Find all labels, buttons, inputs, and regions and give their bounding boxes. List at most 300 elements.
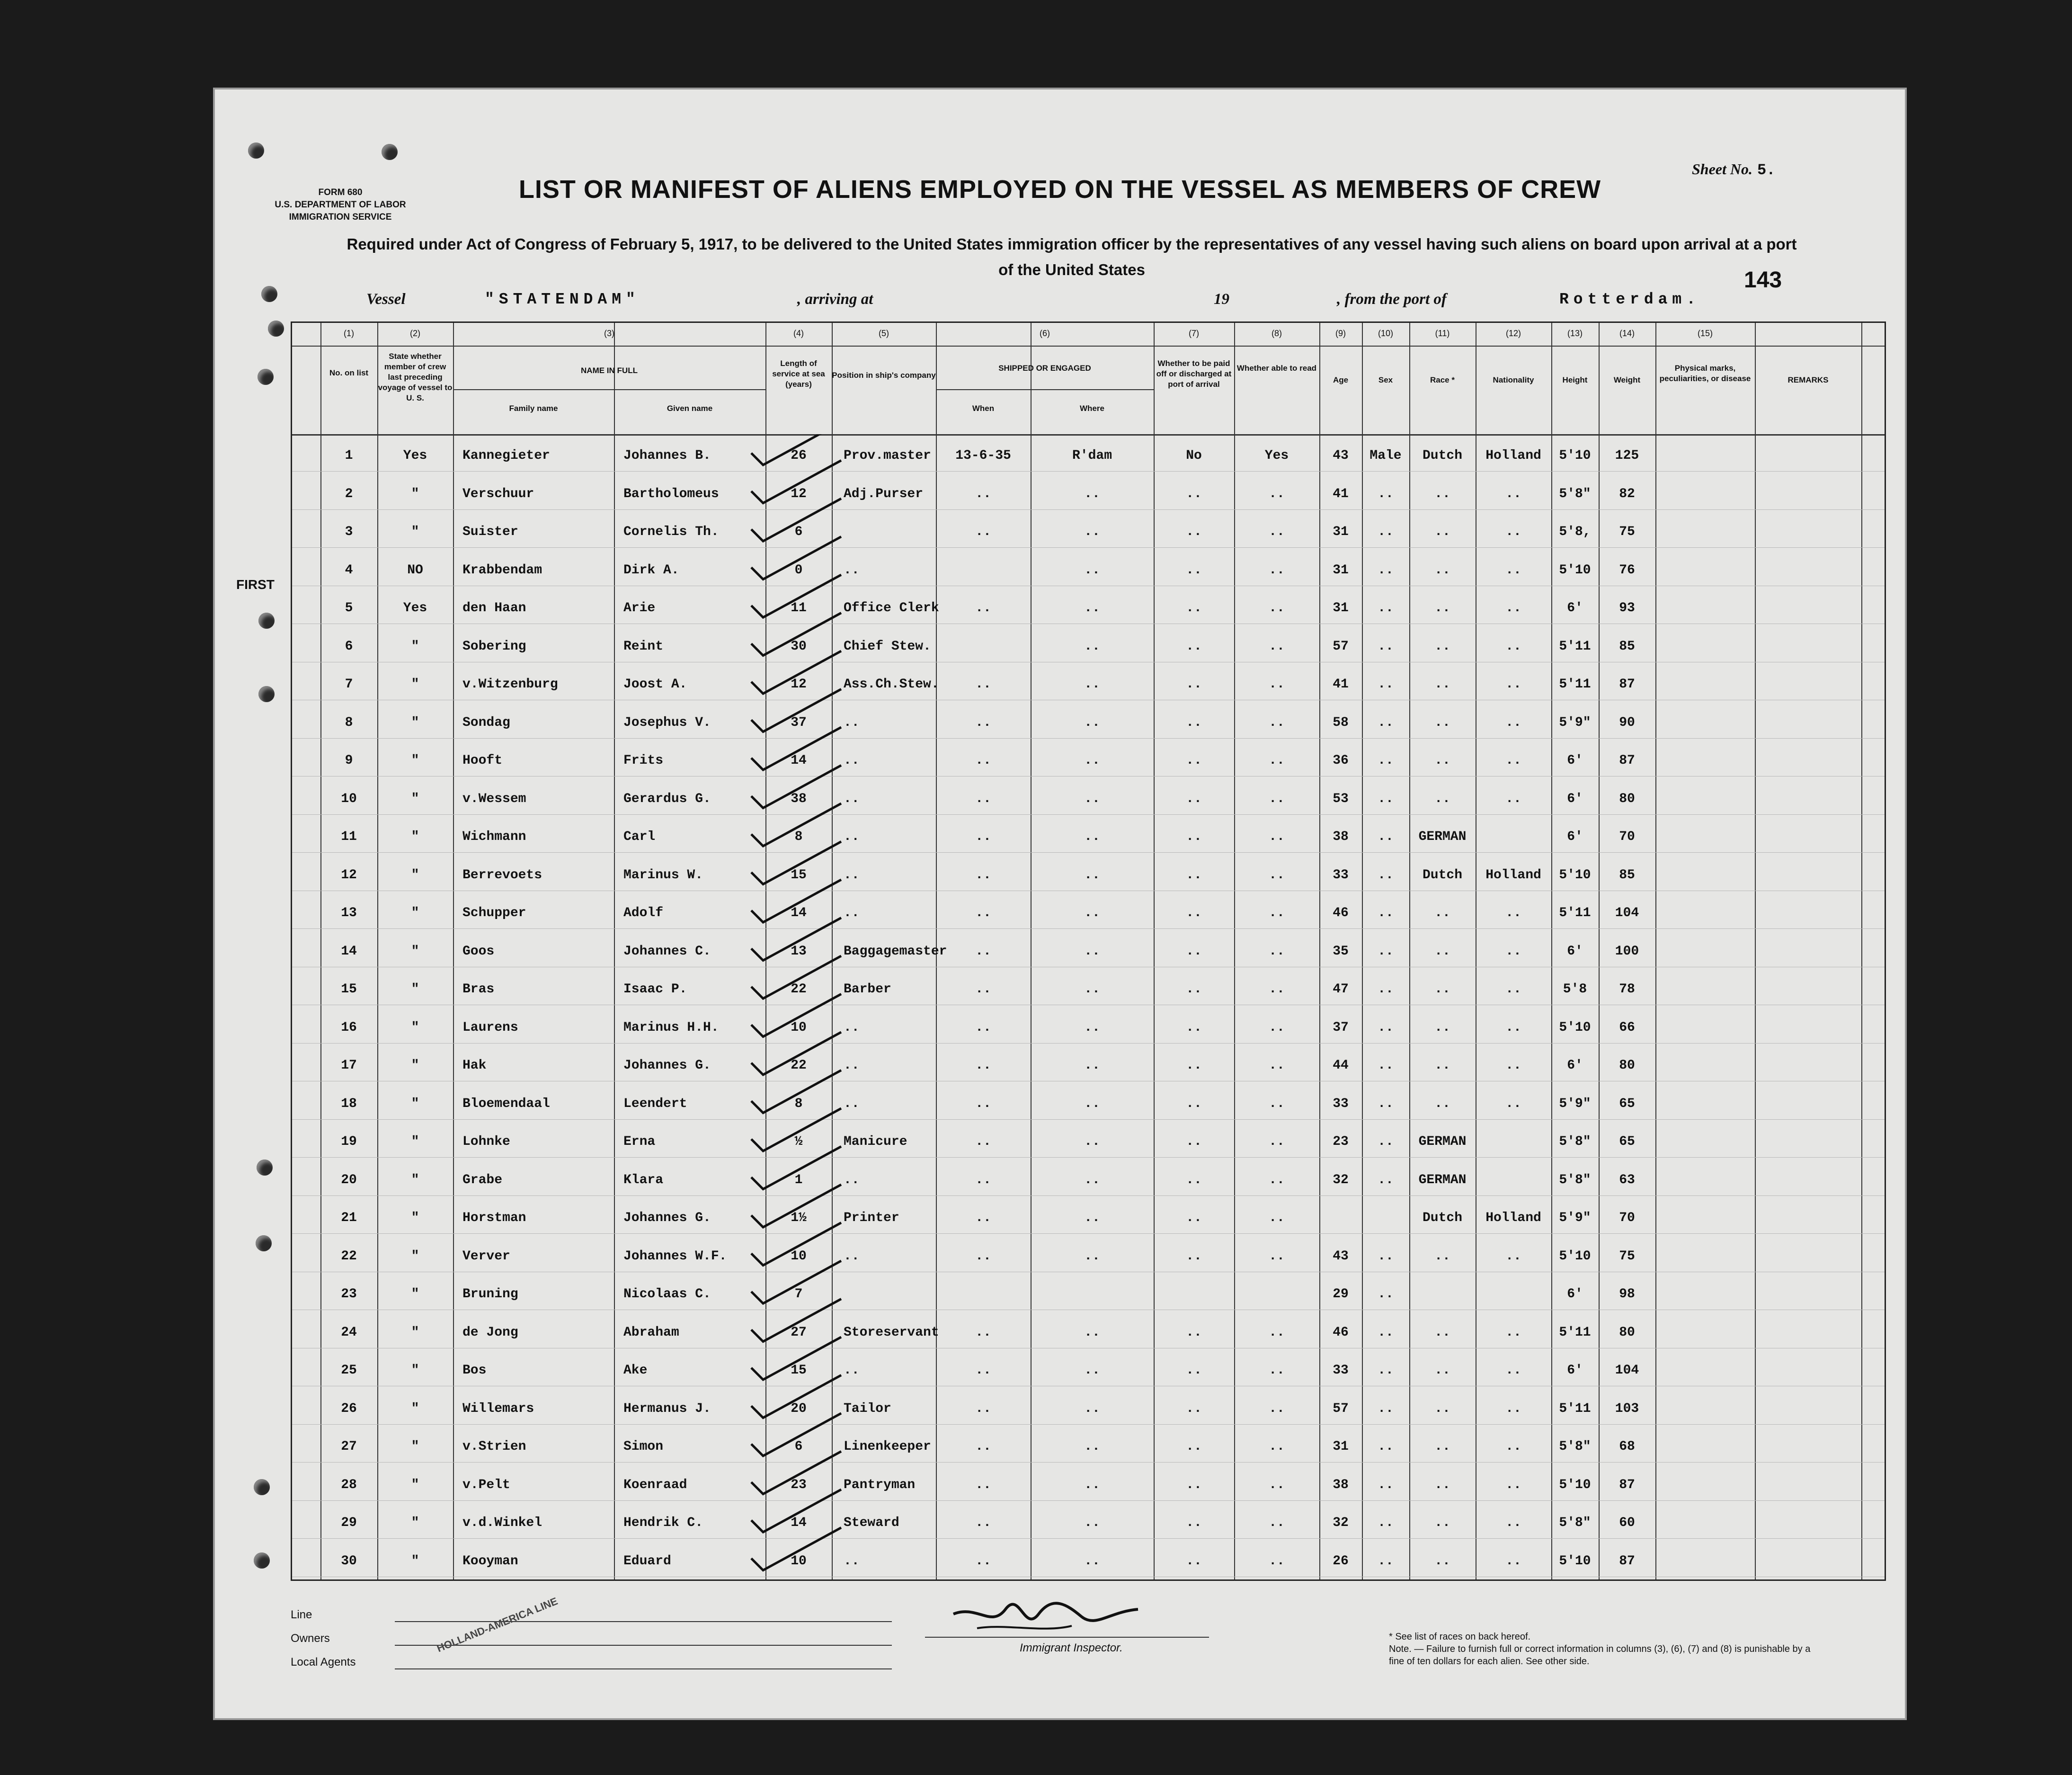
cell-when: ..: [975, 944, 991, 959]
cell-position: Barber: [844, 982, 891, 997]
cell-given: Nicolaas C.: [623, 1287, 711, 1302]
cell-race: ..: [1434, 1058, 1450, 1073]
cell-read: ..: [1269, 1516, 1285, 1530]
cell-no: 25: [341, 1363, 357, 1378]
cell-read: ..: [1269, 715, 1285, 730]
cell-no: 11: [341, 830, 357, 844]
cell-read: ..: [1269, 525, 1285, 539]
cell-race: ..: [1434, 1477, 1450, 1492]
cell-given: Johannes G.: [623, 1211, 711, 1225]
punch-hole: [248, 143, 264, 159]
cell-given: Erna: [623, 1134, 656, 1149]
cell-service: 38: [791, 791, 807, 806]
cell-given: Johannes G.: [623, 1058, 711, 1073]
cell-race: ..: [1434, 601, 1450, 615]
cell-family: Laurens: [462, 1020, 518, 1035]
cell-position: ..: [844, 830, 860, 844]
cell-paid: ..: [1186, 601, 1202, 615]
cell-where: ..: [1084, 677, 1100, 692]
cell-given: Ake: [623, 1363, 648, 1378]
column-number: (14): [1619, 329, 1635, 338]
column-number: (10): [1378, 329, 1393, 338]
cell-sex: ..: [1378, 525, 1394, 539]
cell-family: Krabbendam: [462, 562, 542, 578]
punch-hole: [257, 1160, 273, 1176]
check-mark: [751, 1452, 841, 1494]
cell-position: ..: [844, 715, 860, 730]
cell-no: 20: [341, 1172, 357, 1187]
cell-service: 14: [791, 753, 807, 768]
check-mark: [751, 1261, 841, 1303]
cell-family: de Jong: [462, 1325, 518, 1340]
header-sex: Sex: [1378, 375, 1393, 384]
column-number: (11): [1435, 329, 1450, 338]
header-height: Height: [1562, 375, 1588, 384]
check-mark: [751, 1528, 841, 1570]
cell-paid: ..: [1186, 1401, 1202, 1416]
cell-no: 27: [341, 1439, 357, 1454]
cell-age: 33: [1333, 1096, 1349, 1111]
cell-no: 22: [341, 1249, 357, 1264]
manifest-sheet: [213, 88, 1907, 1720]
cell-family: Suister: [462, 525, 518, 539]
check-mark: [751, 1147, 841, 1189]
cell-prev: ": [411, 1096, 419, 1111]
check-mark: [751, 651, 841, 694]
check-mark: [751, 956, 841, 999]
cell-sex: ..: [1378, 1439, 1394, 1454]
cell-race: GERMAN: [1418, 1134, 1467, 1149]
cell-given: Abraham: [623, 1325, 679, 1340]
cell-age: 53: [1333, 791, 1349, 806]
cell-no: 3: [345, 525, 353, 539]
cell-read: ..: [1269, 601, 1285, 615]
cell-where: ..: [1084, 944, 1100, 959]
cell-given: Dirk A.: [623, 562, 679, 578]
cell-weight: 90: [1619, 715, 1635, 730]
cell-read: ..: [1269, 1249, 1285, 1264]
cell-read: ..: [1269, 562, 1285, 578]
cell-race: GERMAN: [1418, 1172, 1467, 1187]
cell-nat: Holland: [1485, 1211, 1541, 1225]
cell-weight: 93: [1619, 601, 1635, 615]
cell-paid: ..: [1186, 1325, 1202, 1340]
cell-given: Simon: [623, 1439, 664, 1454]
cell-no: 28: [341, 1477, 357, 1492]
header-given-name: Given name: [667, 404, 713, 413]
cell-nat: ..: [1505, 715, 1521, 730]
cell-when: ..: [975, 1553, 991, 1569]
cell-given: Adolf: [623, 906, 664, 920]
cell-when: ..: [975, 1401, 991, 1416]
cell-age: 43: [1333, 448, 1349, 463]
cell-age: 38: [1333, 830, 1349, 844]
cell-nat: ..: [1505, 486, 1521, 501]
check-mark: [751, 1108, 841, 1151]
cell-age: 44: [1333, 1058, 1349, 1073]
cell-read: ..: [1269, 1439, 1285, 1454]
cell-age: 32: [1333, 1516, 1349, 1530]
cell-height: 5'9": [1559, 1096, 1591, 1111]
cell-height: 6': [1567, 1058, 1583, 1073]
cell-service: 8: [794, 830, 803, 844]
cell-nat: ..: [1505, 791, 1521, 806]
cell-when: ..: [975, 1172, 991, 1187]
cell-when: ..: [975, 1325, 991, 1340]
cell-no: 8: [345, 715, 353, 730]
cell-service: 10: [791, 1020, 807, 1035]
cell-sex: ..: [1378, 1516, 1394, 1530]
cell-service: 15: [791, 1363, 807, 1378]
cell-where: ..: [1084, 1439, 1100, 1454]
cell-service: 14: [791, 906, 807, 920]
cell-given: Marinus H.H.: [623, 1020, 719, 1035]
cell-sex: ..: [1378, 715, 1394, 730]
cell-age: 26: [1333, 1553, 1349, 1569]
cell-position: Storeservant: [844, 1325, 939, 1340]
cell-weight: 65: [1619, 1096, 1635, 1111]
cell-given: Johannes W.F.: [623, 1249, 727, 1264]
cell-given: Reint: [623, 639, 664, 654]
cell-no: 14: [341, 944, 357, 959]
cell-age: 33: [1333, 1363, 1349, 1378]
check-mark: [751, 1413, 841, 1456]
cell-weight: 78: [1619, 982, 1635, 997]
cell-read: ..: [1269, 982, 1285, 997]
cell-read: ..: [1269, 1096, 1285, 1111]
cell-no: 17: [341, 1058, 357, 1073]
cell-age: 31: [1333, 601, 1349, 615]
cell-service: 22: [791, 982, 807, 997]
cell-paid: ..: [1186, 639, 1202, 654]
cell-read: Yes: [1264, 448, 1289, 463]
cell-family: Grabe: [462, 1172, 503, 1187]
cell-paid: ..: [1186, 1020, 1202, 1035]
cell-race: ..: [1434, 753, 1450, 768]
cell-race: ..: [1434, 715, 1450, 730]
cell-where: ..: [1084, 1096, 1100, 1111]
cell-paid: ..: [1186, 562, 1202, 578]
subtitle-line-2: of the United States: [998, 261, 1145, 278]
cell-where: ..: [1084, 1134, 1100, 1149]
column-number: (3): [604, 329, 614, 338]
cell-read: ..: [1269, 1172, 1285, 1187]
cell-height: 5'10: [1559, 1553, 1591, 1569]
cell-weight: 104: [1615, 1363, 1639, 1378]
form-number: FORM 680: [318, 187, 363, 197]
cell-where: ..: [1084, 1363, 1100, 1378]
header-position: Position in ship's company: [832, 371, 936, 380]
cell-weight: 104: [1615, 906, 1639, 920]
cell-prev: ": [411, 1477, 419, 1492]
column-number: (5): [879, 329, 889, 338]
check-mark: [751, 1375, 841, 1418]
cell-service: 6: [794, 525, 803, 539]
cell-where: ..: [1084, 562, 1100, 578]
cell-weight: 63: [1619, 1172, 1635, 1187]
cell-sex: Male: [1369, 448, 1402, 463]
cell-where: ..: [1084, 639, 1100, 654]
check-mark: [751, 842, 841, 884]
header-paid-off: Whether to be paid off or discharged at port of arrival: [1156, 359, 1232, 389]
subtitle-line-1: Required under Act of Congress of February 5, 1917, to be delivered to the United States immigration officer by the representatives of any vessel having such aliens on board upon arrival at a port: [347, 235, 1797, 253]
cell-paid: ..: [1186, 1477, 1202, 1492]
cell-height: 5'9": [1559, 715, 1591, 730]
cell-nat: ..: [1505, 1249, 1521, 1264]
cell-service: 15: [791, 867, 807, 883]
cell-position: Linenkeeper: [844, 1439, 931, 1454]
cell-nat: ..: [1505, 1553, 1521, 1569]
check-mark: [751, 1299, 841, 1342]
cell-prev: ": [411, 1211, 419, 1225]
cell-race: ..: [1434, 1516, 1450, 1530]
check-mark: [751, 727, 841, 770]
cell-given: Johannes B.: [623, 448, 711, 463]
cell-family: Verschuur: [462, 486, 534, 501]
cell-family: Hooft: [462, 753, 503, 768]
header-able-to-read: Whether able to read: [1236, 364, 1317, 373]
cell-where: ..: [1084, 715, 1100, 730]
cell-prev: ": [411, 1287, 419, 1302]
punch-hole: [261, 286, 277, 302]
cell-given: Eduard: [623, 1553, 671, 1569]
check-mark: [751, 689, 841, 732]
punch-hole: [254, 1479, 270, 1495]
cell-position: ..: [844, 562, 860, 578]
cell-weight: 85: [1619, 639, 1635, 654]
cell-sex: ..: [1378, 1134, 1394, 1149]
cell-nat: ..: [1505, 753, 1521, 768]
cell-family: Bras: [462, 982, 495, 997]
cell-sex: ..: [1378, 1401, 1394, 1416]
cell-no: 10: [341, 791, 357, 806]
cell-sex: ..: [1378, 601, 1394, 615]
cell-family: Berrevoets: [462, 867, 542, 883]
cell-where: ..: [1084, 753, 1100, 768]
cell-height: 6': [1567, 601, 1583, 615]
cell-paid: ..: [1186, 867, 1202, 883]
cell-age: 41: [1333, 486, 1349, 501]
header-nationality: Nationality: [1493, 375, 1534, 384]
cell-position: ..: [844, 1096, 860, 1111]
cell-prev: ": [411, 791, 419, 806]
cell-age: 46: [1333, 1325, 1349, 1340]
cell-no: 21: [341, 1211, 357, 1225]
cell-position: ..: [844, 1172, 860, 1187]
cell-nat: ..: [1505, 677, 1521, 692]
cell-service: 13: [791, 944, 807, 959]
cell-age: 33: [1333, 867, 1349, 883]
crew-table: [291, 321, 1886, 1581]
cell-where: ..: [1084, 1325, 1100, 1340]
cell-nat: ..: [1505, 1363, 1521, 1378]
cell-service: ½: [794, 1134, 803, 1149]
cell-prev: ": [411, 1058, 419, 1073]
cell-position: Chief Stew.: [844, 639, 931, 654]
cell-family: v.Pelt: [462, 1477, 510, 1492]
cell-where: ..: [1084, 1172, 1100, 1187]
cell-age: 29: [1333, 1287, 1349, 1302]
punch-hole: [268, 321, 284, 337]
cell-nat: Holland: [1485, 867, 1541, 883]
cell-service: 14: [791, 1516, 807, 1530]
cell-sex: ..: [1378, 1096, 1394, 1111]
cell-height: 5'9": [1559, 1211, 1591, 1225]
cell-when: ..: [975, 830, 991, 844]
check-mark: [751, 918, 841, 961]
cell-paid: ..: [1186, 791, 1202, 806]
cell-when: ..: [975, 791, 991, 806]
cell-height: 5'10: [1559, 1249, 1591, 1264]
cell-height: 5'8": [1559, 1134, 1591, 1149]
cell-when: ..: [975, 1363, 991, 1378]
cell-weight: 87: [1619, 1477, 1635, 1492]
cell-weight: 75: [1619, 1249, 1635, 1264]
cell-no: 6: [345, 639, 353, 654]
cell-race: ..: [1434, 1096, 1450, 1111]
cell-service: 22: [791, 1058, 807, 1073]
cell-read: ..: [1269, 1134, 1285, 1149]
footnote-failure: Note. — Failure to furnish full or correct information in columns (3), (6), (7) and (8) is punishable by a fine of ten dollars for each alien. See other side.: [1389, 1644, 1811, 1667]
cell-paid: ..: [1186, 715, 1202, 730]
cell-prev: ": [411, 1363, 419, 1378]
cell-where: ..: [1084, 1211, 1100, 1225]
cell-weight: 80: [1619, 1058, 1635, 1073]
cell-race: ..: [1434, 1249, 1450, 1264]
cell-given: Johannes C.: [623, 944, 711, 959]
cell-age: 41: [1333, 677, 1349, 692]
cell-age: 36: [1333, 753, 1349, 768]
cell-position: Printer: [844, 1211, 899, 1225]
cell-paid: ..: [1186, 1516, 1202, 1530]
column-number: (12): [1505, 329, 1521, 338]
cell-sex: ..: [1378, 1553, 1394, 1569]
cell-when: ..: [975, 1134, 991, 1149]
cell-family: Wichmann: [462, 830, 526, 844]
check-mark: [751, 1032, 841, 1075]
cell-height: 5'11: [1559, 1401, 1591, 1416]
header-weight: Weight: [1613, 375, 1641, 384]
punch-hole: [258, 613, 275, 629]
cell-race: ..: [1434, 1553, 1450, 1569]
cell-race: ..: [1434, 906, 1450, 920]
cell-age: 32: [1333, 1172, 1349, 1187]
header-family-name: Family name: [509, 404, 558, 413]
cell-service: 27: [791, 1325, 807, 1340]
cell-where: ..: [1084, 982, 1100, 997]
header-length-of-service: Length of service at sea (years): [772, 359, 825, 389]
cell-paid: No: [1186, 448, 1202, 463]
cell-sex: ..: [1378, 1287, 1394, 1302]
cell-nat: Holland: [1485, 448, 1541, 463]
cell-where: ..: [1084, 906, 1100, 920]
check-mark: [751, 803, 841, 846]
cell-service: 6: [794, 1439, 803, 1454]
year-label: 19: [1214, 291, 1229, 308]
cell-weight: 87: [1619, 753, 1635, 768]
cell-family: Schupper: [462, 906, 526, 920]
footer-notes: [1389, 1631, 1815, 1668]
cell-read: ..: [1269, 486, 1285, 501]
cell-paid: ..: [1186, 1211, 1202, 1225]
cell-service: 8: [794, 1096, 803, 1111]
cell-position: ..: [844, 867, 860, 883]
cell-service: 1: [794, 1172, 803, 1187]
cell-family: Willemars: [462, 1401, 534, 1416]
cell-read: ..: [1269, 1401, 1285, 1416]
cell-race: ..: [1434, 982, 1450, 997]
cell-read: ..: [1269, 791, 1285, 806]
cell-given: Koenraad: [623, 1477, 687, 1492]
header-shipped-or-engaged: SHIPPED OR ENGAGED: [998, 364, 1091, 373]
header-physical-marks: Physical marks, peculiarities, or disease: [1659, 364, 1751, 383]
cell-sex: ..: [1378, 562, 1394, 578]
cell-position: Prov.master: [844, 448, 931, 463]
cell-family: Kooyman: [462, 1553, 518, 1569]
cell-paid: ..: [1186, 982, 1202, 997]
cell-age: 31: [1333, 562, 1349, 578]
cell-prev: ": [411, 1249, 419, 1264]
check-mark: [751, 434, 841, 465]
cell-prev: ": [411, 525, 419, 539]
vessel-label: Vessel: [366, 291, 406, 308]
cell-family: Verver: [462, 1249, 510, 1264]
cell-family: Bruning: [462, 1287, 518, 1302]
cell-family: Bloemendaal: [462, 1096, 550, 1111]
cell-given: Frits: [623, 753, 664, 768]
cell-weight: 70: [1619, 1211, 1635, 1225]
cell-race: ..: [1434, 1325, 1450, 1340]
punch-hole: [382, 144, 398, 160]
cell-nat: ..: [1505, 601, 1521, 615]
cell-race: Dutch: [1422, 867, 1462, 883]
cell-read: ..: [1269, 1325, 1285, 1340]
cell-race: ..: [1434, 1401, 1450, 1416]
cell-height: 5'10: [1559, 448, 1591, 463]
cell-read: ..: [1269, 830, 1285, 844]
cell-height: 5'10: [1559, 1477, 1591, 1492]
cell-family: Hak: [462, 1058, 487, 1073]
check-mark: [751, 1337, 841, 1380]
cell-position: ..: [844, 1249, 860, 1264]
cell-sex: ..: [1378, 982, 1394, 997]
cell-position: ..: [844, 1553, 860, 1569]
cell-weight: 60: [1619, 1516, 1635, 1530]
cell-paid: ..: [1186, 1249, 1202, 1264]
cell-given: Klara: [623, 1172, 664, 1187]
cell-prev: ": [411, 1134, 419, 1149]
cell-when: ..: [975, 525, 991, 539]
cell-where: ..: [1084, 830, 1100, 844]
cell-weight: 103: [1615, 1401, 1639, 1416]
cell-race: ..: [1434, 1020, 1450, 1035]
cell-age: 43: [1333, 1249, 1349, 1264]
cell-position: Manicure: [844, 1134, 907, 1149]
column-number: (1): [344, 329, 354, 338]
check-mark: [751, 1185, 841, 1227]
check-mark: [751, 461, 841, 503]
cell-when: ..: [975, 715, 991, 730]
punch-hole: [254, 1552, 270, 1569]
cell-prev: Yes: [403, 448, 427, 463]
cell-height: 5'8": [1559, 486, 1591, 501]
cell-age: 57: [1333, 1401, 1349, 1416]
cell-nat: ..: [1505, 1401, 1521, 1416]
department: U.S. DEPARTMENT OF LABOR: [275, 200, 406, 210]
subtitle: [272, 232, 1872, 283]
cell-position: Steward: [844, 1516, 899, 1530]
cell-sex: ..: [1378, 867, 1394, 883]
